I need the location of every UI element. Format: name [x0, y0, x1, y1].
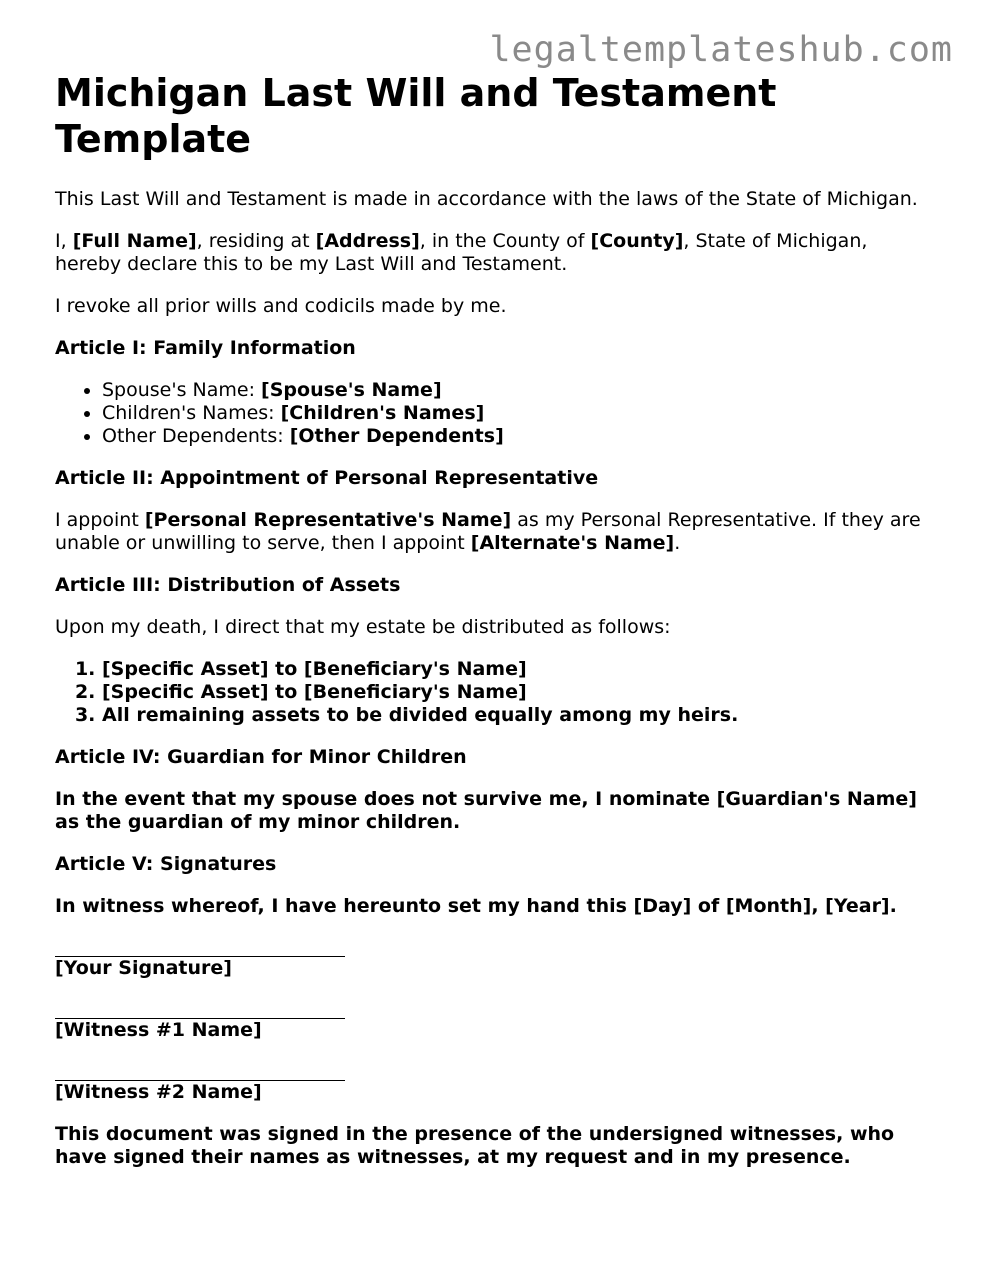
witness-2-label: [Witness #2 Name] — [55, 1081, 262, 1103]
document-body — [55, 70, 935, 1169]
list-item: 1. [Specific Asset] to [Beneficiary's Name] — [102, 658, 935, 681]
alternate-placeholder: [Alternate's Name] — [470, 532, 675, 554]
your-signature-label: [Your Signature] — [55, 957, 232, 979]
signature-line — [55, 937, 345, 957]
distribution-list — [55, 658, 935, 727]
declaration-paragraph: I, [Full Name], residing at [Address], in the County of [County], State of Michigan, hereby declare this to be my Last Will and Testament. — [55, 230, 868, 275]
document-title: Michigan Last Will and Testament Template — [55, 71, 777, 161]
closing-paragraph: This document was signed in the presence of the undersigned witnesses, who have signed their names as witnesses, at my request and in my presence. — [55, 1123, 895, 1168]
list-item: 2. [Specific Asset] to [Beneficiary's Name] — [102, 681, 935, 704]
witness-1-signature-line — [55, 999, 345, 1019]
witness-1-label: [Witness #1 Name] — [55, 1019, 262, 1041]
watermark: legaltemplateshub.com — [489, 30, 953, 70]
article-4-heading: Article IV: Guardian for Minor Children — [55, 746, 467, 768]
guardian-paragraph: In the event that my spouse does not survive me, I nominate [Guardian's Name] as the guardian of my minor children. — [55, 788, 917, 833]
list-item: • Other Dependents: [Other Dependents] — [102, 425, 935, 448]
family-info-list — [55, 379, 935, 448]
article-3-heading: Article III: Distribution of Assets — [55, 574, 401, 596]
intro-paragraph: This Last Will and Testament is made in accordance with the laws of the State of Michigan. — [55, 188, 918, 210]
article-2-heading: Article II: Appointment of Personal Representative — [55, 467, 599, 489]
witness-paragraph: In witness whereof, I have hereunto set my hand this [Day] of [Month], [Year]. — [55, 895, 897, 917]
representative-paragraph: I appoint [Personal Representative's Name] as my Personal Representative. If they are unable or unwilling to serve, then I appoint [Alternate's Name]. — [55, 509, 921, 554]
article-5-heading: Article V: Signatures — [55, 853, 277, 875]
address-placeholder: [Address] — [315, 230, 420, 252]
list-item: 3. All remaining assets to be divided equally among my heirs. — [102, 704, 935, 727]
representative-placeholder: [Personal Representative's Name] — [144, 509, 512, 531]
revoke-paragraph: I revoke all prior wills and codicils made by me. — [55, 295, 507, 317]
list-item: • Children's Names: [Children's Names] — [102, 402, 935, 425]
distribution-intro: Upon my death, I direct that my estate be distributed as follows: — [55, 616, 671, 638]
article-1-heading: Article I: Family Information — [55, 337, 356, 359]
witness-2-signature-line — [55, 1061, 345, 1081]
county-placeholder: [County] — [590, 230, 684, 252]
full-name-placeholder: [Full Name] — [72, 230, 197, 252]
list-item: • Spouse's Name: [Spouse's Name] — [102, 379, 935, 402]
